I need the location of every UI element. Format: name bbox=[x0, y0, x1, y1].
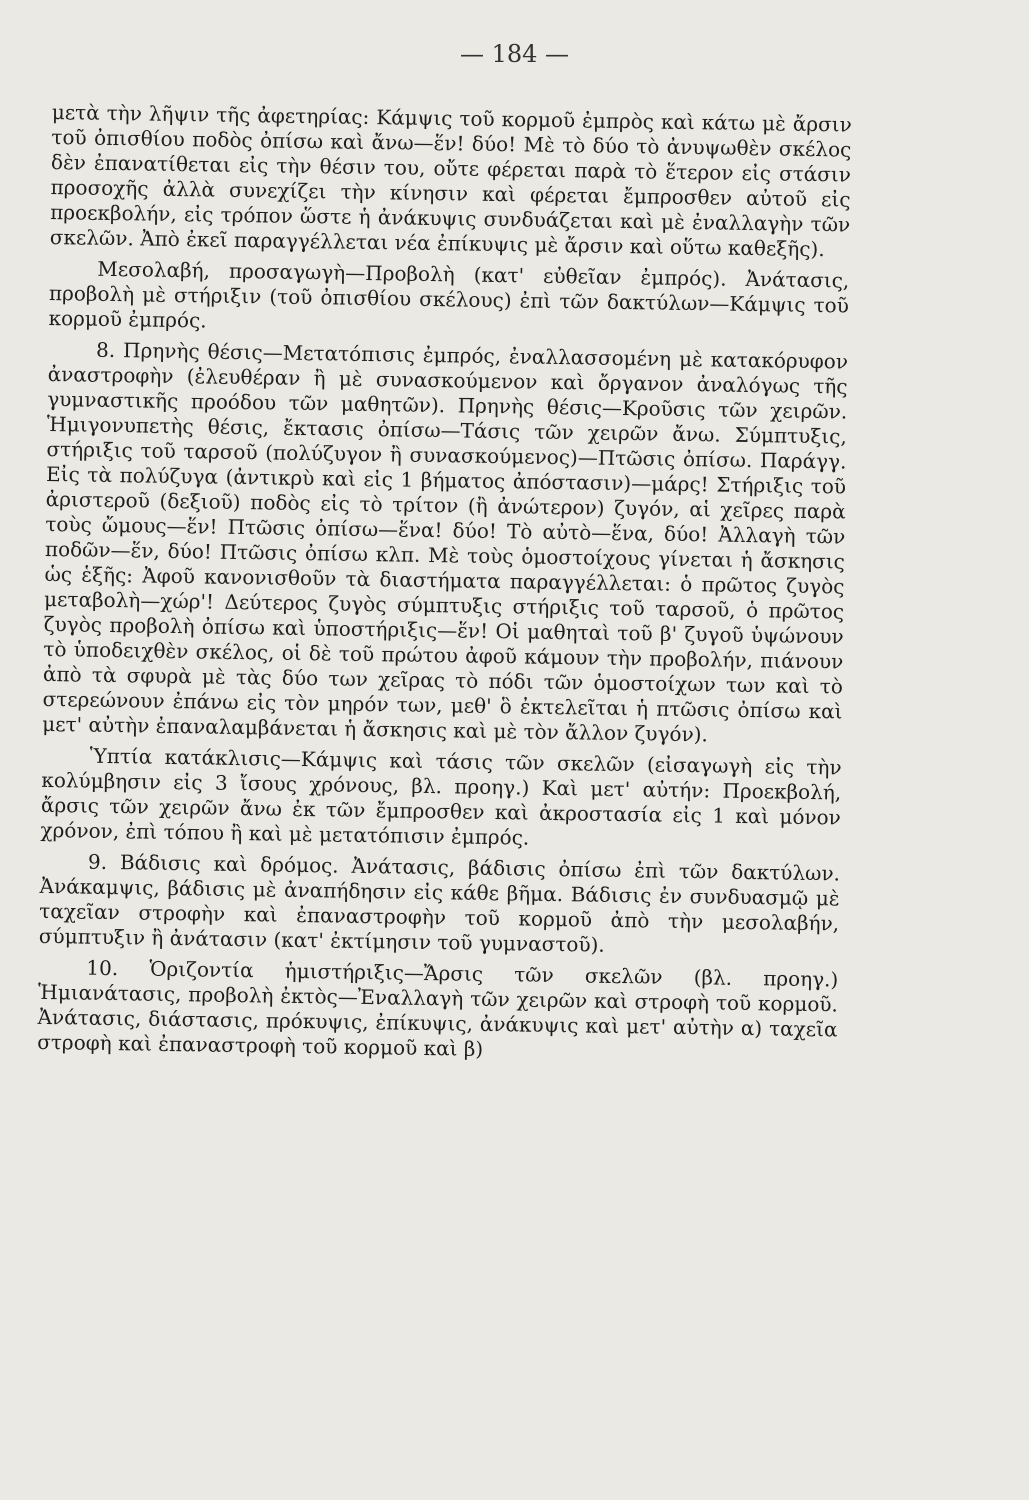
paragraph-6: 10. Ὁριζοντία ἡμιστήριξις—Ἄρσις τῶν σκελῶν (βλ. προηγ.) Ἡμιανάτασις, προβολὴ ἐκτὸς—Ἐναλλαγὴ τῶν χειρῶν καὶ στροφὴ τοῦ κορμοῦ. Ἀνάτασις, διάστασις, πρόκυψις, ἐπίκυψις, ἀνάκυψις καὶ μετ' αὐτὴν α) ταχεῖα στροφὴ καὶ ἐπαναστροφὴ τοῦ κορμοῦ καὶ β) bbox=[37, 955, 839, 1061]
body-text bbox=[37, 100, 852, 1073]
paragraph-4: Ὑπτία κατάκλισις—Κάμψις καὶ τάσις τῶν σκελῶν (εἰσαγωγὴ εἰς τὴν κολύμβησιν εἰς 3 ἴσους χρόνους, βλ. προηγ.) Καὶ μετ' αὐτήν: Προεκβολή, ἄρσις τῶν χειρῶν ἄνω ἐκ τῶν ἔμπροσθεν καὶ ἀκροστασία εἰς 1 καὶ μόνον χρόνον, ἐπὶ τόπου ἢ καὶ μὲ μετατόπισιν ἐμπρός. bbox=[40, 743, 842, 850]
paragraph-2: Μεσολαβή, προσαγωγὴ—Προβολὴ (κατ' εὐθεῖαν ἐμπρός). Ἀνάτασις, προβολὴ μὲ στήριξιν (τοῦ ὀπισθίου σκέλους) ἐπὶ τῶν δακτύλων—Κάμψις τοῦ κορμοῦ ἐμπρός. bbox=[48, 256, 850, 333]
paragraph-3: 8. Πρηνὴς θέσις—Μετατόπισις ἐμπρός, ἐναλλασσομένη μὲ κατακόρυφον ἀναστροφὴν (ἐλευθέραν ἢ μὲ συνασκούμενον καὶ ὄργανον ἀναλόγως τῆς γυμναστικῆς προόδου τῶν μαθητῶν). Πρηνὴς θέσις—Κροῦσις τῶν χειρῶν. Ἡμιγονυπετὴς θέσις, ἔκτασις ὀπίσω—Τάσις τῶν χειρῶν ἄνω. Σύμπτυξις, στήριξις τοῦ ταρσοῦ (πολύζυγον ἢ συνασκούμενος)—Πτῶσις ὀπίσω. Παράγγ. Εἰς τὰ πολύζυγα (ἀντικρὺ καὶ εἰς 1 βήματος ἀπόστασιν)—μάρς! Στήριξις τοῦ ἀριστεροῦ (δεξιοῦ) ποδὸς εἰς τὸ τρίτον (ἢ ἀνώτερον) ζυγόν, αἱ χεῖρες παρὰ τοὺς ὤμους—ἕν! Πτῶσις ὀπίσω—ἕνα! δύο! Τὸ αὐτὸ—ἕνα, δύο! Ἀλλαγὴ τῶν ποδῶν—ἕν, δύο! Πτῶσις ὀπίσω κλπ. Μὲ τοὺς ὁμοστοίχους γίνεται ἡ ἄσκησις ὡς ἑξῆς: Ἀφοῦ κανονισθοῦν τὰ διαστήματα παραγγέλλεται: ὁ πρῶτος ζυγὸς μεταβολὴ—χώρ'! Δεύτερος ζυγὸς σύμπτυξις στήριξις τοῦ ταρσοῦ, ὁ πρῶτος ζυγὸς προβολὴ ὀπίσω καὶ ὑποστήριξις—ἕν! Οἱ μαθηταὶ τοῦ β' ζυγοῦ ὑψώνουν τὸ ὑποδειχθὲν σκέλος, οἱ δὲ τοῦ πρώτου ἀφοῦ κάμουν τὴν προβολήν, πιάνουν ἀπὸ τὰ σφυρὰ μὲ τὰς δύο των χεῖρας τὸ πόδι τῶν ὁμοστοίχων των καὶ τὸ στερεώνουν ἐπάνω εἰς τὸν μηρόν των, μεθ' ὃ ἐκτελεῖται ἡ πτῶσις ὀπίσω καὶ μετ' αὐτὴν ἐπαναλαμβάνεται ἡ ἄσκησις καὶ μὲ τὸν ἄλλον ζυγόν). bbox=[42, 337, 849, 747]
paragraph-1: μετὰ τὴν λῆψιν τῆς ἀφετηρίας: Κάμψις τοῦ κορμοῦ ἐμπρὸς καὶ κάτω μὲ ἄρσιν τοῦ ὀπισθίου ποδὸς ὀπίσω καὶ ἄνω—ἕν! δύο! Μὲ τὸ δύο τὸ ἀνυψωθὲν σκέλος δὲν ἐπανατίθεται εἰς τὴν θέσιν του, οὔτε φέρεται παρὰ τὸ ἕτερον εἰς στάσιν προσοχῆς ἀλλὰ συνεχίζει τὴν κίνησιν καὶ φέρεται ἔμπροσθεν αὐτοῦ εἰς προεκβολήν, εἰς τρόπον ὥστε ἡ ἀνάκυψις συνδυάζεται καὶ μὲ ἐναλλαγὴν τῶν σκελῶν. Ἀπὸ ἐκεῖ παραγγέλλεται νέα ἐπίκυψις μὲ ἄρσιν καὶ οὕτω καθεξῆς). bbox=[49, 100, 852, 262]
paragraph-5: 9. Βάδισις καὶ δρόμος. Ἀνάτασις, βάδισις ὀπίσω ἐπὶ τῶν δακτύλων. Ἀνάκαμψις, βάδισις μὲ ἀναπήδησιν εἰς κάθε βῆμα. Βάδισις ἐν συνδυασμῷ μὲ ταχεῖαν στροφὴν καὶ ἐπαναστροφὴν τοῦ κορμοῦ ἀπὸ τὴν μεσολαβήν, σύμπτυξιν ἢ ἀνάτασιν (κατ' ἐκτίμησιν τοῦ γυμναστοῦ). bbox=[38, 849, 841, 957]
page-number: — 184 — bbox=[459, 40, 570, 68]
